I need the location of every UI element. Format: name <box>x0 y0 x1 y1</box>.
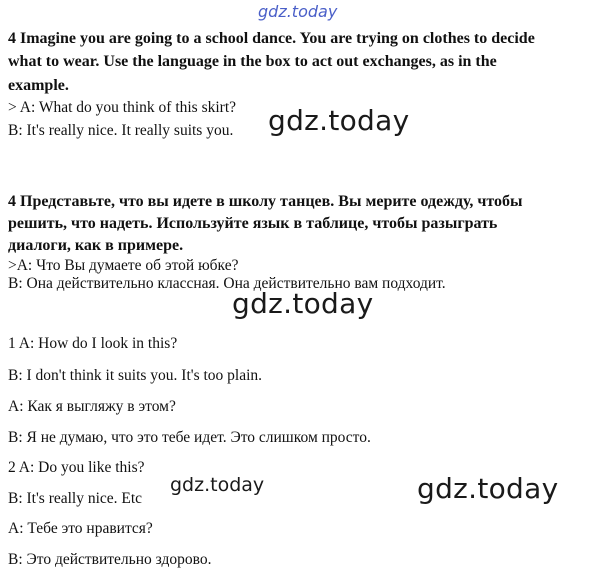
dialogue-line: В: Я не думаю, что это тебе идет. Это слишком просто. <box>8 429 371 446</box>
dialogue-line: B: I don't think it suits you. It's too plain. <box>8 367 263 384</box>
dialogue-line: 2 A: Do you like this? <box>8 459 145 476</box>
example-ru-a: >A: Что Вы думаете об этой юбке? <box>8 257 239 274</box>
watermark-top: gdz.today <box>258 2 338 21</box>
task-heading-en-line-2: what to wear. Use the language in the box to act out exchanges, as in the <box>8 53 497 70</box>
watermark-4: gdz.today <box>417 472 559 505</box>
example-en-b: B: It's really nice. It really suits you. <box>8 122 234 139</box>
task-heading-ru-line-1: 4 Представьте, что вы идете в школу танцев. Вы мерите одежду, чтобы <box>8 193 523 210</box>
example-en-a: > A: What do you think of this skirt? <box>8 99 237 116</box>
watermark-3: gdz.today <box>170 474 265 496</box>
dialogue-line: А: Тебе это нравится? <box>8 520 153 537</box>
watermark-2: gdz.today <box>232 287 374 320</box>
dialogue-line: А: Как я выгляжу в этом? <box>8 398 176 415</box>
task-heading-ru-line-2: решить, что надеть. Используйте язык в таблице, чтобы разыграть <box>8 215 498 232</box>
dialogue-line: 1 A: How do I look in this? <box>8 335 178 352</box>
task-heading-en-line-3: example. <box>8 77 69 94</box>
example-ru-b: В: Она действительно классная. Она действительно вам подходит. <box>8 275 446 292</box>
dialogue-line: B: It's really nice. Etc <box>8 490 143 507</box>
task-heading-ru-line-3: диалоги, как в примере. <box>8 237 184 254</box>
task-heading-en-line-1: 4 Imagine you are going to a school dance. You are trying on clothes to decide <box>8 30 535 47</box>
watermark-1: gdz.today <box>268 104 410 137</box>
dialogue-line: В: Это действительно здорово. <box>8 551 212 568</box>
